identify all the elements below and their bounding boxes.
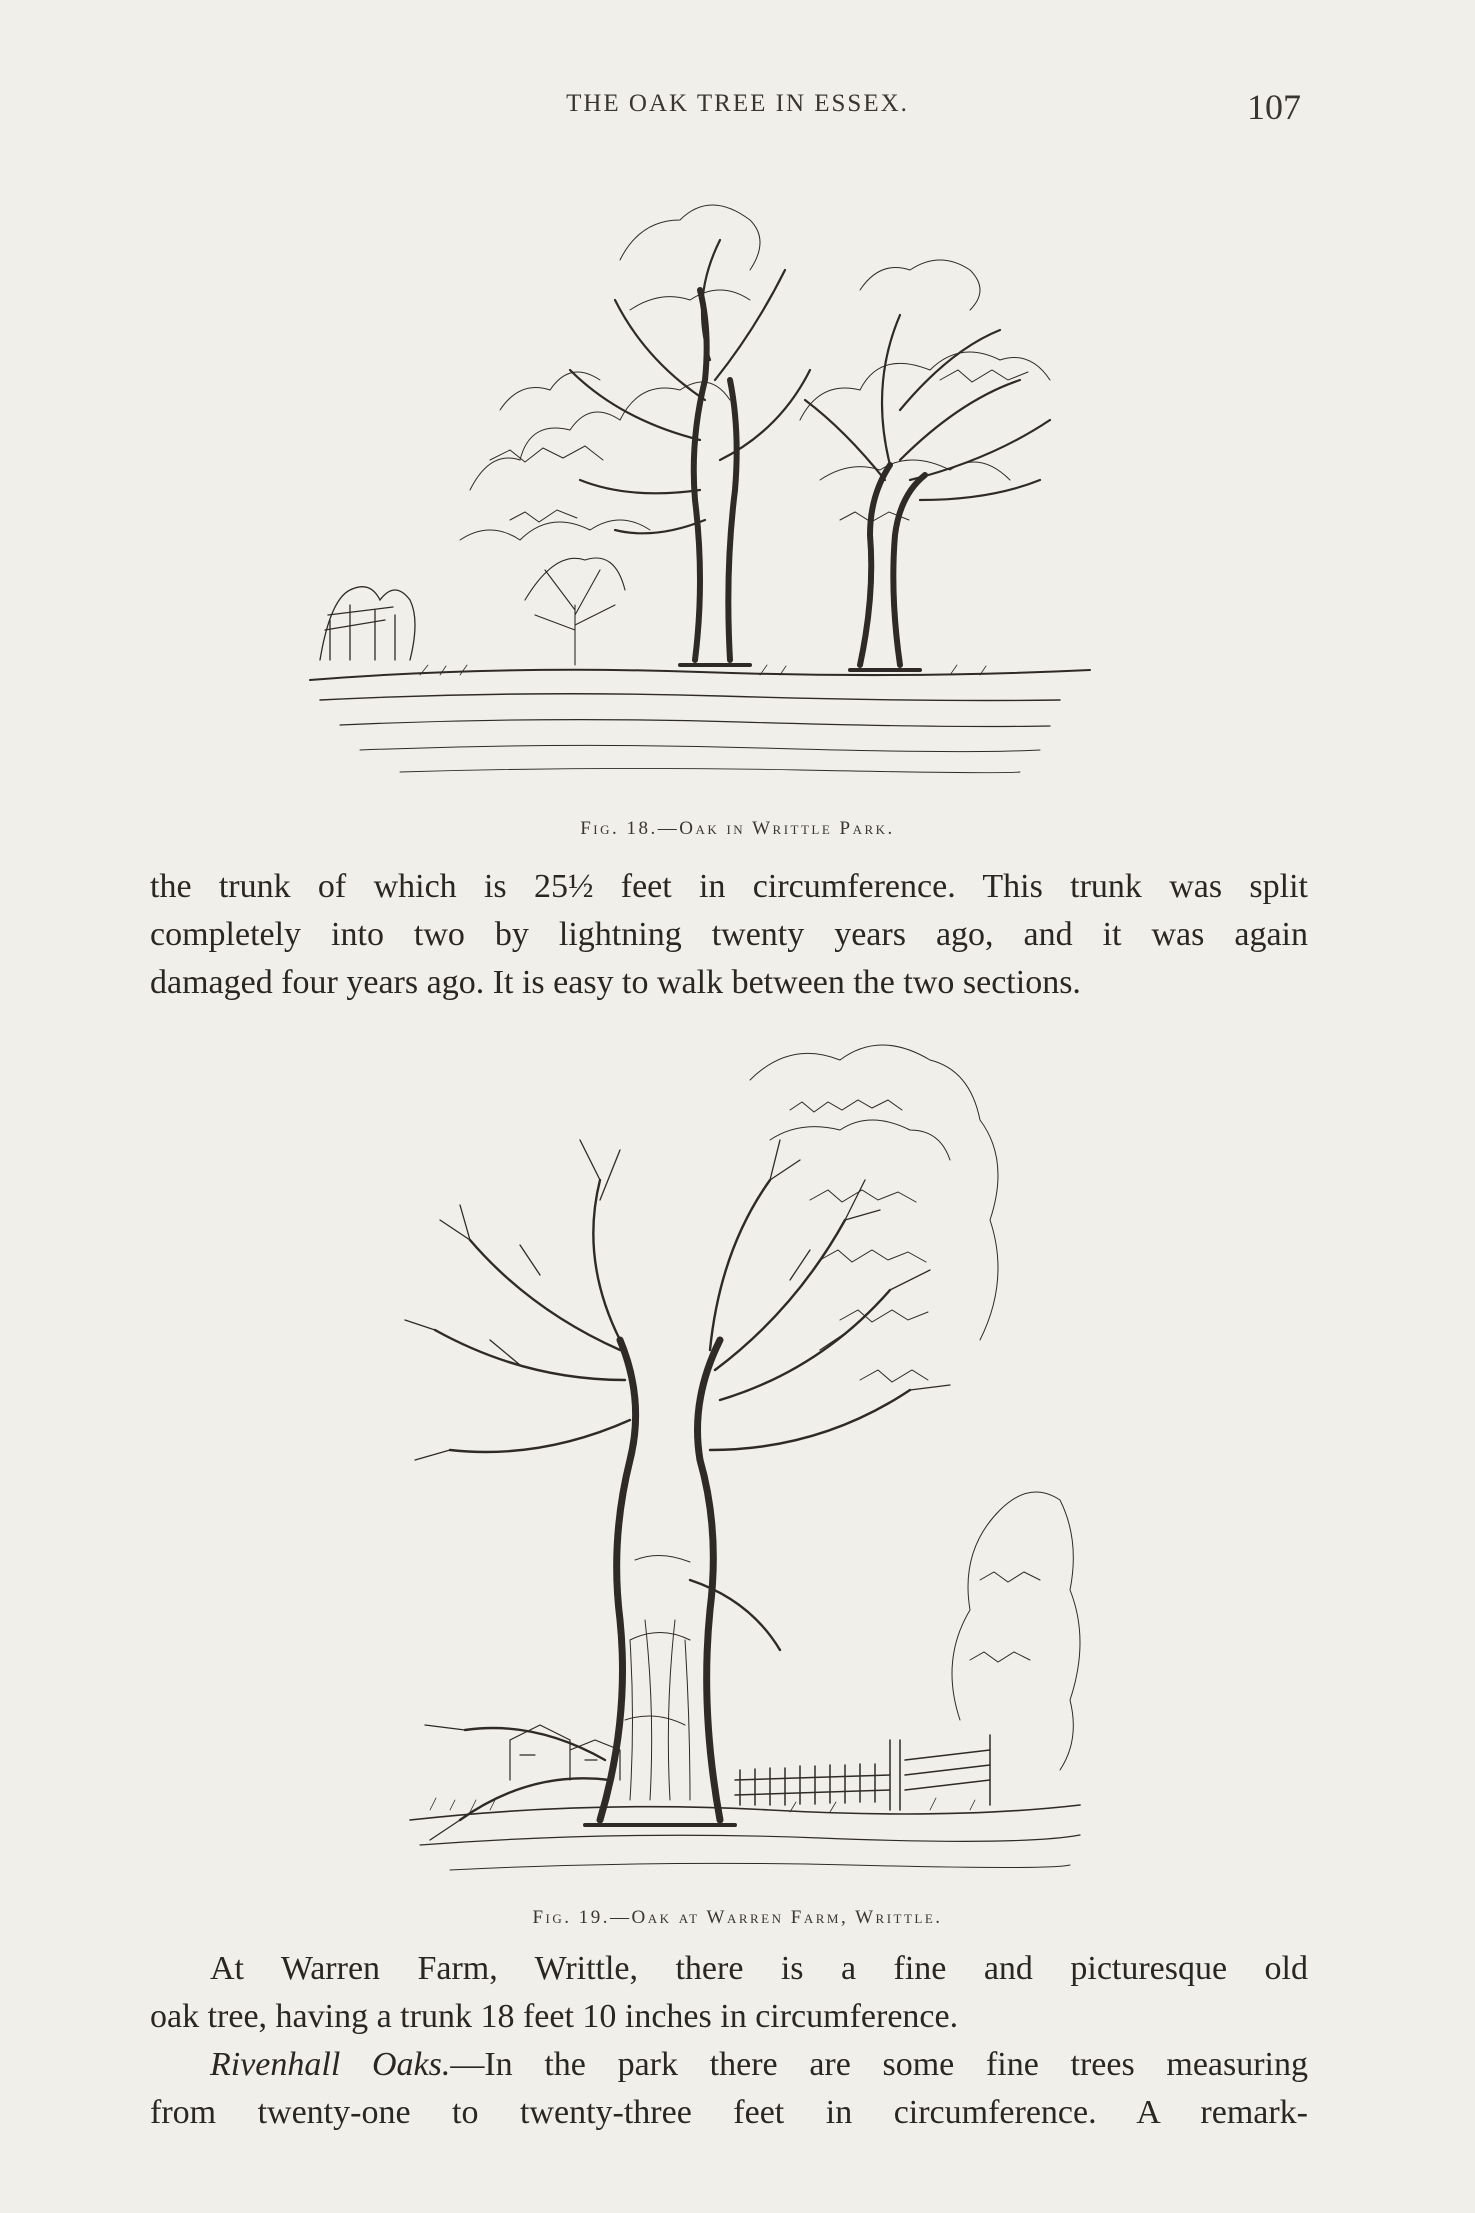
oak-warren-farm-engraving bbox=[390, 1020, 1090, 1890]
paragraph-2-line-2: oak tree, having a trunk 18 feet 10 inches in circumference. bbox=[150, 1998, 959, 2035]
paragraph-2-line-1: At Warren Farm, Writtle, there is a fine and picturesque old bbox=[210, 1950, 1308, 1987]
paragraph-3 bbox=[150, 2041, 1308, 2137]
figure-19-caption: Fig. 19.—Oak at Warren Farm, Writtle. bbox=[532, 1907, 943, 1928]
figure-18-illustration bbox=[300, 160, 1100, 800]
rivenhall-oaks-heading: Rivenhall Oaks. bbox=[210, 2046, 451, 2083]
paragraph-2 bbox=[150, 1945, 1308, 2041]
paragraph-3-line-1-rest: —In the park there are some fine trees measuring bbox=[450, 2046, 1308, 2083]
paragraph-1-line-2: completely into two by lightning twenty years ago, and it was again bbox=[150, 916, 1308, 953]
running-head: THE OAK TREE IN ESSEX. bbox=[566, 90, 909, 117]
figure-19-illustration bbox=[390, 1020, 1090, 1890]
paragraph-1 bbox=[150, 863, 1308, 1007]
figure-18-caption: Fig. 18.—Oak in Writtle Park. bbox=[580, 818, 895, 839]
paragraph-1-line-1: the trunk of which is 25½ feet in circumference. This trunk was split bbox=[150, 868, 1308, 905]
paragraph-3-line-1 bbox=[150, 2041, 1308, 2089]
page-number: 107 bbox=[1247, 87, 1301, 127]
oak-writtle-park-engraving bbox=[300, 160, 1100, 800]
paragraph-1-line-3: damaged four years ago. It is easy to walk between the two sections. bbox=[150, 964, 1081, 1001]
paragraph-3-line-2: from twenty-one to twenty-three feet in circumference. A remark- bbox=[150, 2094, 1308, 2131]
